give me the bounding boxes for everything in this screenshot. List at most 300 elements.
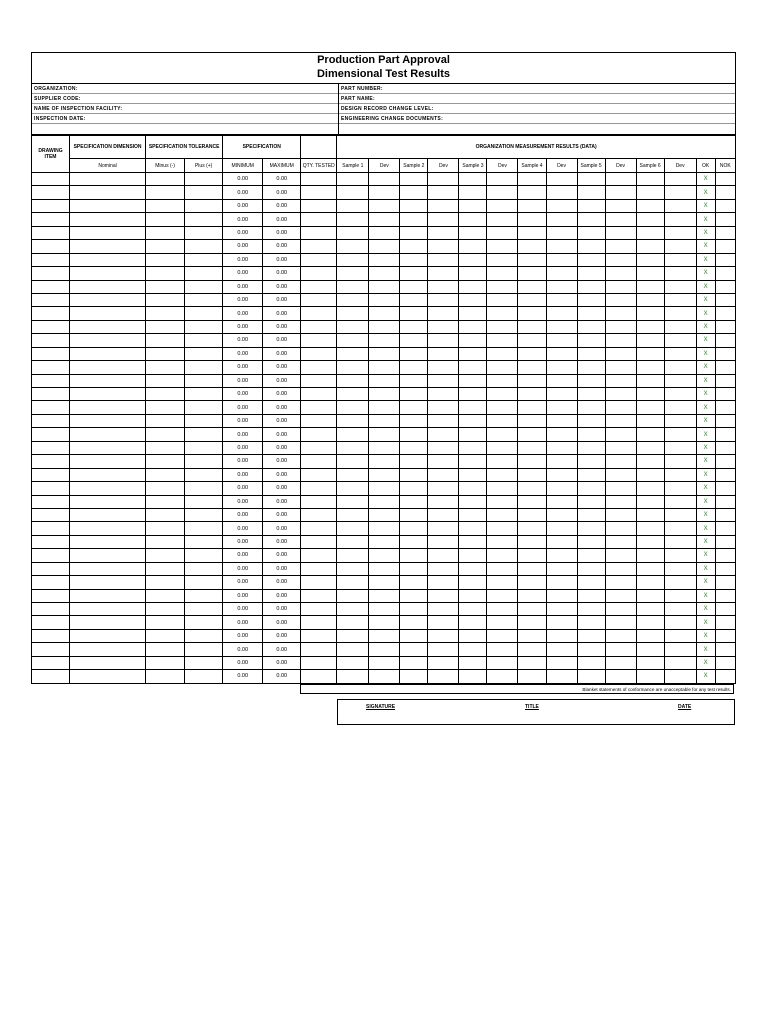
sample-cell[interactable] bbox=[459, 307, 487, 320]
dev-cell[interactable] bbox=[546, 280, 577, 293]
plus-cell[interactable] bbox=[185, 562, 223, 575]
sample-cell[interactable] bbox=[400, 267, 428, 280]
dev-cell[interactable] bbox=[487, 643, 518, 656]
dev-cell[interactable] bbox=[546, 401, 577, 414]
qty-tested-cell[interactable] bbox=[301, 293, 337, 306]
dev-cell[interactable] bbox=[664, 468, 696, 481]
sample-cell[interactable] bbox=[577, 213, 605, 226]
minimum-cell[interactable]: 0.00 bbox=[223, 643, 263, 656]
sample-cell[interactable] bbox=[400, 320, 428, 333]
plus-cell[interactable] bbox=[185, 293, 223, 306]
ok-cell[interactable]: X bbox=[696, 320, 715, 333]
minimum-cell[interactable]: 0.00 bbox=[223, 508, 263, 521]
qty-tested-cell[interactable] bbox=[301, 603, 337, 616]
sample-cell[interactable] bbox=[636, 522, 664, 535]
minimum-cell[interactable]: 0.00 bbox=[223, 589, 263, 602]
sample-cell[interactable] bbox=[400, 656, 428, 669]
sample-cell[interactable] bbox=[577, 388, 605, 401]
minimum-cell[interactable]: 0.00 bbox=[223, 401, 263, 414]
nok-cell[interactable] bbox=[715, 374, 735, 387]
part-number-field[interactable]: PART NUMBER: bbox=[339, 84, 735, 94]
sample-cell[interactable] bbox=[636, 616, 664, 629]
nominal-cell[interactable] bbox=[70, 428, 146, 441]
minimum-cell[interactable]: 0.00 bbox=[223, 495, 263, 508]
dev-cell[interactable] bbox=[487, 374, 518, 387]
sample-cell[interactable] bbox=[400, 226, 428, 239]
sample-cell[interactable] bbox=[337, 307, 369, 320]
qty-tested-cell[interactable] bbox=[301, 576, 337, 589]
drawing-item-cell[interactable] bbox=[32, 616, 70, 629]
ok-cell[interactable]: X bbox=[696, 629, 715, 642]
dev-cell[interactable] bbox=[487, 576, 518, 589]
sample-cell[interactable] bbox=[400, 589, 428, 602]
maximum-cell[interactable]: 0.00 bbox=[263, 468, 301, 481]
nominal-cell[interactable] bbox=[70, 576, 146, 589]
qty-tested-cell[interactable] bbox=[301, 482, 337, 495]
dev-cell[interactable] bbox=[487, 401, 518, 414]
ok-cell[interactable]: X bbox=[696, 468, 715, 481]
dev-cell[interactable] bbox=[487, 616, 518, 629]
sample-cell[interactable] bbox=[636, 643, 664, 656]
sample-cell[interactable] bbox=[636, 441, 664, 454]
sample-cell[interactable] bbox=[518, 441, 546, 454]
ok-cell[interactable]: X bbox=[696, 388, 715, 401]
sample-cell[interactable] bbox=[636, 428, 664, 441]
sample-cell[interactable] bbox=[636, 388, 664, 401]
nominal-cell[interactable] bbox=[70, 616, 146, 629]
nominal-cell[interactable] bbox=[70, 213, 146, 226]
sample-cell[interactable] bbox=[459, 549, 487, 562]
dev-cell[interactable] bbox=[605, 616, 636, 629]
sample-cell[interactable] bbox=[459, 616, 487, 629]
maximum-cell[interactable]: 0.00 bbox=[263, 307, 301, 320]
maximum-cell[interactable]: 0.00 bbox=[263, 629, 301, 642]
dev-cell[interactable] bbox=[487, 388, 518, 401]
dev-cell[interactable] bbox=[605, 441, 636, 454]
minus-cell[interactable] bbox=[146, 670, 185, 683]
nok-cell[interactable] bbox=[715, 293, 735, 306]
dev-cell[interactable] bbox=[428, 603, 459, 616]
sample-cell[interactable] bbox=[577, 562, 605, 575]
drawing-item-cell[interactable] bbox=[32, 508, 70, 521]
nominal-cell[interactable] bbox=[70, 388, 146, 401]
nominal-cell[interactable] bbox=[70, 361, 146, 374]
dev-cell[interactable] bbox=[428, 267, 459, 280]
sample-cell[interactable] bbox=[337, 293, 369, 306]
nominal-cell[interactable] bbox=[70, 455, 146, 468]
sample-cell[interactable] bbox=[337, 441, 369, 454]
sample-cell[interactable] bbox=[577, 495, 605, 508]
dev-cell[interactable] bbox=[664, 388, 696, 401]
drawing-item-cell[interactable] bbox=[32, 226, 70, 239]
sample-cell[interactable] bbox=[577, 616, 605, 629]
dev-cell[interactable] bbox=[428, 428, 459, 441]
dev-cell[interactable] bbox=[428, 576, 459, 589]
dev-cell[interactable] bbox=[487, 253, 518, 266]
sample-cell[interactable] bbox=[337, 199, 369, 212]
dev-cell[interactable] bbox=[487, 522, 518, 535]
drawing-item-cell[interactable] bbox=[32, 199, 70, 212]
nominal-cell[interactable] bbox=[70, 401, 146, 414]
dev-cell[interactable] bbox=[605, 361, 636, 374]
dev-cell[interactable] bbox=[428, 441, 459, 454]
plus-cell[interactable] bbox=[185, 629, 223, 642]
nok-cell[interactable] bbox=[715, 468, 735, 481]
dev-cell[interactable] bbox=[369, 414, 400, 427]
dev-cell[interactable] bbox=[546, 253, 577, 266]
maximum-cell[interactable]: 0.00 bbox=[263, 522, 301, 535]
nok-cell[interactable] bbox=[715, 603, 735, 616]
dev-cell[interactable] bbox=[487, 293, 518, 306]
drawing-item-cell[interactable] bbox=[32, 388, 70, 401]
sample-cell[interactable] bbox=[636, 307, 664, 320]
dev-cell[interactable] bbox=[605, 482, 636, 495]
dev-cell[interactable] bbox=[664, 535, 696, 548]
minimum-cell[interactable]: 0.00 bbox=[223, 293, 263, 306]
sample-cell[interactable] bbox=[459, 388, 487, 401]
inspection-facility-field[interactable]: NAME OF INSPECTION FACILITY: bbox=[32, 104, 338, 114]
minus-cell[interactable] bbox=[146, 320, 185, 333]
sample-cell[interactable] bbox=[337, 522, 369, 535]
sample-cell[interactable] bbox=[577, 414, 605, 427]
qty-tested-cell[interactable] bbox=[301, 441, 337, 454]
minus-cell[interactable] bbox=[146, 401, 185, 414]
plus-cell[interactable] bbox=[185, 186, 223, 199]
dev-cell[interactable] bbox=[664, 240, 696, 253]
sample-cell[interactable] bbox=[337, 508, 369, 521]
plus-cell[interactable] bbox=[185, 401, 223, 414]
qty-tested-cell[interactable] bbox=[301, 253, 337, 266]
ok-cell[interactable]: X bbox=[696, 347, 715, 360]
sample-cell[interactable] bbox=[459, 495, 487, 508]
drawing-item-cell[interactable] bbox=[32, 186, 70, 199]
sample-cell[interactable] bbox=[459, 240, 487, 253]
sample-cell[interactable] bbox=[459, 535, 487, 548]
minimum-cell[interactable]: 0.00 bbox=[223, 522, 263, 535]
minimum-cell[interactable]: 0.00 bbox=[223, 482, 263, 495]
sample-cell[interactable] bbox=[518, 293, 546, 306]
minus-cell[interactable] bbox=[146, 468, 185, 481]
plus-cell[interactable] bbox=[185, 173, 223, 186]
dev-cell[interactable] bbox=[664, 361, 696, 374]
sample-cell[interactable] bbox=[577, 522, 605, 535]
drawing-item-cell[interactable] bbox=[32, 253, 70, 266]
drawing-item-cell[interactable] bbox=[32, 643, 70, 656]
nominal-cell[interactable] bbox=[70, 522, 146, 535]
sample-cell[interactable] bbox=[577, 629, 605, 642]
ok-cell[interactable]: X bbox=[696, 307, 715, 320]
plus-cell[interactable] bbox=[185, 441, 223, 454]
nominal-cell[interactable] bbox=[70, 589, 146, 602]
sample-cell[interactable] bbox=[400, 199, 428, 212]
plus-cell[interactable] bbox=[185, 307, 223, 320]
dev-cell[interactable] bbox=[664, 495, 696, 508]
dev-cell[interactable] bbox=[428, 347, 459, 360]
dev-cell[interactable] bbox=[605, 656, 636, 669]
nok-cell[interactable] bbox=[715, 280, 735, 293]
sample-cell[interactable] bbox=[459, 482, 487, 495]
drawing-item-cell[interactable] bbox=[32, 293, 70, 306]
qty-tested-cell[interactable] bbox=[301, 186, 337, 199]
minus-cell[interactable] bbox=[146, 280, 185, 293]
sample-cell[interactable] bbox=[518, 656, 546, 669]
sample-cell[interactable] bbox=[459, 522, 487, 535]
nok-cell[interactable] bbox=[715, 361, 735, 374]
ok-cell[interactable]: X bbox=[696, 535, 715, 548]
sample-cell[interactable] bbox=[459, 361, 487, 374]
maximum-cell[interactable]: 0.00 bbox=[263, 388, 301, 401]
sample-cell[interactable] bbox=[577, 173, 605, 186]
nok-cell[interactable] bbox=[715, 334, 735, 347]
nominal-cell[interactable] bbox=[70, 253, 146, 266]
sample-cell[interactable] bbox=[636, 589, 664, 602]
dev-cell[interactable] bbox=[369, 428, 400, 441]
dev-cell[interactable] bbox=[664, 414, 696, 427]
sample-cell[interactable] bbox=[518, 240, 546, 253]
minimum-cell[interactable]: 0.00 bbox=[223, 616, 263, 629]
drawing-item-cell[interactable] bbox=[32, 361, 70, 374]
nok-cell[interactable] bbox=[715, 482, 735, 495]
ok-cell[interactable]: X bbox=[696, 428, 715, 441]
dev-cell[interactable] bbox=[605, 280, 636, 293]
dev-cell[interactable] bbox=[605, 213, 636, 226]
dev-cell[interactable] bbox=[605, 414, 636, 427]
nominal-cell[interactable] bbox=[70, 670, 146, 683]
sample-cell[interactable] bbox=[518, 280, 546, 293]
minus-cell[interactable] bbox=[146, 562, 185, 575]
ok-cell[interactable]: X bbox=[696, 643, 715, 656]
maximum-cell[interactable]: 0.00 bbox=[263, 199, 301, 212]
dev-cell[interactable] bbox=[664, 549, 696, 562]
dev-cell[interactable] bbox=[369, 576, 400, 589]
sample-cell[interactable] bbox=[337, 616, 369, 629]
dev-cell[interactable] bbox=[664, 482, 696, 495]
sample-cell[interactable] bbox=[577, 320, 605, 333]
dev-cell[interactable] bbox=[664, 670, 696, 683]
drawing-item-cell[interactable] bbox=[32, 334, 70, 347]
nominal-cell[interactable] bbox=[70, 562, 146, 575]
organization-field[interactable]: ORGANIZATION: bbox=[32, 84, 338, 94]
sample-cell[interactable] bbox=[518, 535, 546, 548]
sample-cell[interactable] bbox=[577, 656, 605, 669]
sample-cell[interactable] bbox=[636, 455, 664, 468]
nok-cell[interactable] bbox=[715, 508, 735, 521]
nominal-cell[interactable] bbox=[70, 549, 146, 562]
plus-cell[interactable] bbox=[185, 508, 223, 521]
qty-tested-cell[interactable] bbox=[301, 347, 337, 360]
sample-cell[interactable] bbox=[337, 361, 369, 374]
dev-cell[interactable] bbox=[546, 173, 577, 186]
minimum-cell[interactable]: 0.00 bbox=[223, 361, 263, 374]
plus-cell[interactable] bbox=[185, 482, 223, 495]
drawing-item-cell[interactable] bbox=[32, 414, 70, 427]
sample-cell[interactable] bbox=[337, 253, 369, 266]
sample-cell[interactable] bbox=[337, 455, 369, 468]
maximum-cell[interactable]: 0.00 bbox=[263, 508, 301, 521]
dev-cell[interactable] bbox=[428, 414, 459, 427]
minimum-cell[interactable]: 0.00 bbox=[223, 173, 263, 186]
qty-tested-cell[interactable] bbox=[301, 589, 337, 602]
dev-cell[interactable] bbox=[369, 173, 400, 186]
nominal-cell[interactable] bbox=[70, 173, 146, 186]
nok-cell[interactable] bbox=[715, 267, 735, 280]
sample-cell[interactable] bbox=[400, 482, 428, 495]
sample-cell[interactable] bbox=[400, 643, 428, 656]
nok-cell[interactable] bbox=[715, 643, 735, 656]
dev-cell[interactable] bbox=[546, 334, 577, 347]
sample-cell[interactable] bbox=[636, 549, 664, 562]
dev-cell[interactable] bbox=[369, 293, 400, 306]
nominal-cell[interactable] bbox=[70, 347, 146, 360]
dev-cell[interactable] bbox=[369, 253, 400, 266]
sample-cell[interactable] bbox=[337, 482, 369, 495]
sample-cell[interactable] bbox=[518, 616, 546, 629]
maximum-cell[interactable]: 0.00 bbox=[263, 441, 301, 454]
sample-cell[interactable] bbox=[400, 280, 428, 293]
sample-cell[interactable] bbox=[636, 508, 664, 521]
dev-cell[interactable] bbox=[605, 455, 636, 468]
dev-cell[interactable] bbox=[664, 280, 696, 293]
sample-cell[interactable] bbox=[459, 213, 487, 226]
sample-cell[interactable] bbox=[400, 535, 428, 548]
dev-cell[interactable] bbox=[546, 361, 577, 374]
nok-cell[interactable] bbox=[715, 670, 735, 683]
sample-cell[interactable] bbox=[459, 468, 487, 481]
sample-cell[interactable] bbox=[636, 240, 664, 253]
dev-cell[interactable] bbox=[605, 334, 636, 347]
minus-cell[interactable] bbox=[146, 374, 185, 387]
nok-cell[interactable] bbox=[715, 414, 735, 427]
dev-cell[interactable] bbox=[605, 670, 636, 683]
maximum-cell[interactable]: 0.00 bbox=[263, 267, 301, 280]
sample-cell[interactable] bbox=[577, 361, 605, 374]
dev-cell[interactable] bbox=[546, 495, 577, 508]
nok-cell[interactable] bbox=[715, 347, 735, 360]
nominal-cell[interactable] bbox=[70, 186, 146, 199]
sample-cell[interactable] bbox=[577, 347, 605, 360]
drawing-item-cell[interactable] bbox=[32, 173, 70, 186]
dev-cell[interactable] bbox=[664, 656, 696, 669]
drawing-item-cell[interactable] bbox=[32, 522, 70, 535]
sample-cell[interactable] bbox=[400, 455, 428, 468]
dev-cell[interactable] bbox=[369, 374, 400, 387]
sample-cell[interactable] bbox=[577, 535, 605, 548]
dev-cell[interactable] bbox=[487, 414, 518, 427]
sample-cell[interactable] bbox=[518, 495, 546, 508]
nok-cell[interactable] bbox=[715, 629, 735, 642]
sample-cell[interactable] bbox=[577, 670, 605, 683]
dev-cell[interactable] bbox=[605, 401, 636, 414]
ok-cell[interactable]: X bbox=[696, 199, 715, 212]
dev-cell[interactable] bbox=[664, 226, 696, 239]
nominal-cell[interactable] bbox=[70, 307, 146, 320]
qty-tested-cell[interactable] bbox=[301, 455, 337, 468]
plus-cell[interactable] bbox=[185, 616, 223, 629]
dev-cell[interactable] bbox=[428, 549, 459, 562]
nominal-cell[interactable] bbox=[70, 240, 146, 253]
sample-cell[interactable] bbox=[636, 482, 664, 495]
dev-cell[interactable] bbox=[428, 374, 459, 387]
sample-cell[interactable] bbox=[337, 656, 369, 669]
sample-cell[interactable] bbox=[337, 549, 369, 562]
minimum-cell[interactable]: 0.00 bbox=[223, 441, 263, 454]
nominal-cell[interactable] bbox=[70, 482, 146, 495]
minus-cell[interactable] bbox=[146, 616, 185, 629]
ok-cell[interactable]: X bbox=[696, 495, 715, 508]
dev-cell[interactable] bbox=[428, 522, 459, 535]
sample-cell[interactable] bbox=[400, 293, 428, 306]
dev-cell[interactable] bbox=[546, 414, 577, 427]
qty-tested-cell[interactable] bbox=[301, 361, 337, 374]
plus-cell[interactable] bbox=[185, 549, 223, 562]
minus-cell[interactable] bbox=[146, 522, 185, 535]
sample-cell[interactable] bbox=[518, 253, 546, 266]
drawing-item-cell[interactable] bbox=[32, 280, 70, 293]
minimum-cell[interactable]: 0.00 bbox=[223, 374, 263, 387]
qty-tested-cell[interactable] bbox=[301, 226, 337, 239]
plus-cell[interactable] bbox=[185, 226, 223, 239]
dev-cell[interactable] bbox=[664, 267, 696, 280]
qty-tested-cell[interactable] bbox=[301, 616, 337, 629]
sample-cell[interactable] bbox=[518, 455, 546, 468]
dev-cell[interactable] bbox=[428, 213, 459, 226]
sample-cell[interactable] bbox=[400, 401, 428, 414]
dev-cell[interactable] bbox=[428, 670, 459, 683]
ok-cell[interactable]: X bbox=[696, 522, 715, 535]
maximum-cell[interactable]: 0.00 bbox=[263, 616, 301, 629]
sample-cell[interactable] bbox=[459, 562, 487, 575]
qty-tested-cell[interactable] bbox=[301, 334, 337, 347]
nominal-cell[interactable] bbox=[70, 374, 146, 387]
sample-cell[interactable] bbox=[636, 495, 664, 508]
ok-cell[interactable]: X bbox=[696, 226, 715, 239]
dev-cell[interactable] bbox=[369, 347, 400, 360]
dev-cell[interactable] bbox=[487, 361, 518, 374]
dev-cell[interactable] bbox=[369, 549, 400, 562]
plus-cell[interactable] bbox=[185, 388, 223, 401]
sample-cell[interactable] bbox=[518, 414, 546, 427]
sample-cell[interactable] bbox=[577, 603, 605, 616]
sample-cell[interactable] bbox=[518, 508, 546, 521]
dev-cell[interactable] bbox=[369, 320, 400, 333]
sample-cell[interactable] bbox=[459, 186, 487, 199]
nominal-cell[interactable] bbox=[70, 226, 146, 239]
drawing-item-cell[interactable] bbox=[32, 320, 70, 333]
dev-cell[interactable] bbox=[428, 535, 459, 548]
dev-cell[interactable] bbox=[428, 616, 459, 629]
sample-cell[interactable] bbox=[577, 589, 605, 602]
ok-cell[interactable]: X bbox=[696, 293, 715, 306]
ok-cell[interactable]: X bbox=[696, 334, 715, 347]
nominal-cell[interactable] bbox=[70, 629, 146, 642]
minimum-cell[interactable]: 0.00 bbox=[223, 226, 263, 239]
plus-cell[interactable] bbox=[185, 253, 223, 266]
nok-cell[interactable] bbox=[715, 226, 735, 239]
sample-cell[interactable] bbox=[518, 603, 546, 616]
dev-cell[interactable] bbox=[546, 293, 577, 306]
dev-cell[interactable] bbox=[487, 495, 518, 508]
drawing-item-cell[interactable] bbox=[32, 576, 70, 589]
dev-cell[interactable] bbox=[664, 199, 696, 212]
drawing-item-cell[interactable] bbox=[32, 213, 70, 226]
ok-cell[interactable]: X bbox=[696, 361, 715, 374]
dev-cell[interactable] bbox=[487, 240, 518, 253]
minimum-cell[interactable]: 0.00 bbox=[223, 240, 263, 253]
drawing-item-cell[interactable] bbox=[32, 441, 70, 454]
sample-cell[interactable] bbox=[518, 428, 546, 441]
nominal-cell[interactable] bbox=[70, 414, 146, 427]
sample-cell[interactable] bbox=[459, 428, 487, 441]
